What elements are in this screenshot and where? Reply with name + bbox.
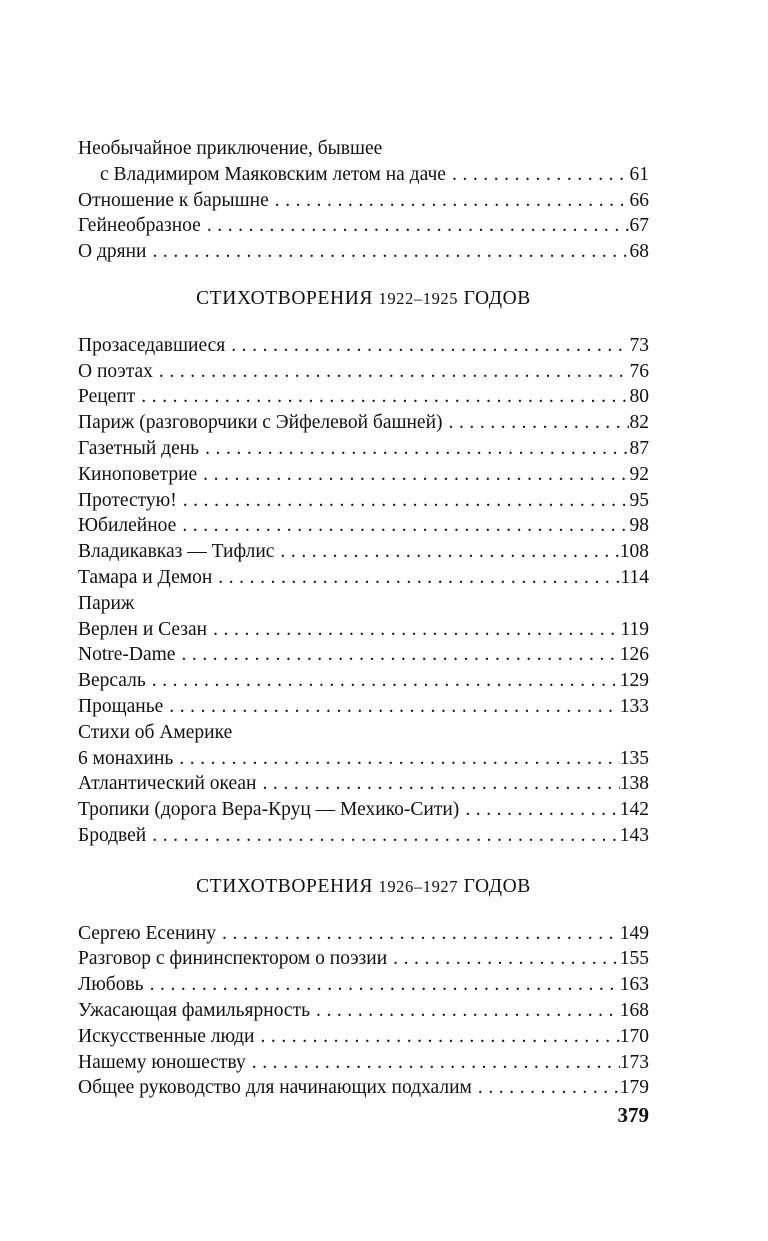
- toc-entry[interactable]: [78, 384, 649, 410]
- toc-entry-title: Париж (разговорчики с Эйфелевой башней): [78, 412, 443, 434]
- toc-entry-page: 68: [629, 241, 649, 263]
- toc-entry[interactable]: [78, 436, 649, 462]
- toc-entry-page: 67: [629, 215, 649, 237]
- section-heading: [78, 874, 649, 900]
- toc-entry-page: 135: [619, 747, 649, 769]
- dot-leader: [175, 642, 619, 668]
- toc-entry-title: Отношение к барышне: [78, 189, 269, 211]
- dot-leader: [472, 1075, 620, 1101]
- toc-entry[interactable]: [78, 642, 649, 668]
- toc-entry-page: 95: [629, 489, 649, 511]
- toc-entry-page: 126: [619, 644, 649, 666]
- toc-entry[interactable]: [78, 1050, 649, 1076]
- toc-entry-page: 173: [619, 1051, 649, 1073]
- toc-entry-page: 133: [619, 695, 649, 717]
- toc-entry-title: Разговор с фининспектором о поэзии: [78, 948, 388, 970]
- toc-entry-title: Прощанье: [78, 695, 164, 717]
- section-heading-label: СТИХОТВОРЕНИЯ: [196, 287, 373, 309]
- toc-entry[interactable]: [78, 998, 649, 1024]
- toc-entry-title: Рецепт: [78, 386, 136, 408]
- table-of-contents: [78, 136, 649, 1101]
- toc-entry-page: 61: [629, 163, 649, 185]
- toc-entry-title: Гейнеобразное: [78, 215, 201, 237]
- toc-entry-title: Юбилейное: [78, 515, 177, 537]
- toc-entry-title: Верлен и Сезан: [78, 618, 208, 640]
- dot-leader: [212, 565, 620, 591]
- section-heading-years: 1922–1925: [378, 288, 459, 308]
- dot-leader: [146, 823, 620, 849]
- section-heading-label: ГОДОВ: [463, 287, 531, 309]
- toc-entry[interactable]: [78, 239, 649, 265]
- toc-entry-title: Тамара и Демон: [78, 566, 213, 588]
- toc-entry-title: Тропики (дорога Вера-Круц — Мехико-Сити): [78, 799, 460, 821]
- toc-entry[interactable]: [78, 823, 649, 849]
- toc-entry-title: Владикавказ — Тифлис: [78, 541, 275, 563]
- dot-leader: [225, 333, 629, 359]
- dot-leader: [153, 359, 629, 385]
- toc-entry-page: 82: [629, 412, 649, 434]
- dot-leader: [387, 946, 620, 972]
- toc-entry-page: 142: [619, 799, 649, 821]
- toc-entry-title: Бродвей: [78, 824, 147, 846]
- toc-entry[interactable]: [78, 921, 649, 947]
- toc-entry-title: Notre-Dame: [78, 644, 176, 666]
- toc-entry[interactable]: [78, 1024, 649, 1050]
- toc-entry-title: Версаль: [78, 670, 146, 692]
- dot-leader: [144, 972, 620, 998]
- toc-entry-title: Прозаседавшиеся: [78, 334, 226, 356]
- section-heading-label: СТИХОТВОРЕНИЯ: [196, 875, 373, 897]
- dot-leader: [146, 239, 629, 265]
- toc-entry-page: 92: [629, 463, 649, 485]
- toc-entry-title: Киноповетрие: [78, 463, 198, 485]
- dot-leader: [446, 162, 629, 188]
- toc-entry[interactable]: [78, 565, 649, 591]
- toc-entry-title: Общее руководство для начинающих подхалим: [78, 1077, 472, 1099]
- dot-leader: [135, 384, 629, 410]
- toc-entry-page: 138: [619, 773, 649, 795]
- toc-entry[interactable]: [78, 946, 649, 972]
- toc-entry-page: 80: [629, 386, 649, 408]
- toc-entry-page: 76: [629, 360, 649, 382]
- toc-entry[interactable]: [78, 359, 649, 385]
- dot-leader: [269, 188, 629, 214]
- dot-leader: [459, 797, 619, 823]
- toc-entry-title: с Владимиром Маяковским летом на даче: [100, 163, 446, 185]
- toc-entry-page: 73: [629, 334, 649, 356]
- toc-entry-title: Любовь: [78, 974, 144, 996]
- dot-leader: [207, 617, 620, 643]
- toc-entry-title: Искусственные люди: [78, 1025, 255, 1047]
- toc-entry-page: 108: [619, 541, 649, 563]
- toc-entry-title: Атлантический океан: [78, 773, 257, 795]
- toc-entry-title: Необычайное приключение, бывшее: [78, 138, 383, 159]
- dot-leader: [443, 410, 629, 436]
- dot-leader: [176, 513, 629, 539]
- page-number: 379: [617, 1103, 649, 1127]
- dot-leader: [163, 694, 620, 720]
- dot-leader: [254, 1024, 619, 1050]
- toc-group-title: [78, 720, 649, 746]
- dot-leader: [310, 998, 620, 1024]
- toc-entry[interactable]: [78, 513, 649, 539]
- toc-entry-page: 170: [619, 1025, 649, 1047]
- dot-leader: [173, 746, 619, 772]
- section-heading-label: ГОДОВ: [463, 875, 531, 897]
- toc-group-title: [78, 591, 649, 617]
- toc-entry-page: 163: [619, 974, 649, 996]
- toc-entry[interactable]: [78, 213, 649, 239]
- toc-entry-title: Сергею Есенину: [78, 922, 217, 944]
- toc-entry[interactable]: [78, 462, 649, 488]
- toc-entry-page: 87: [629, 437, 649, 459]
- dot-leader: [216, 921, 620, 947]
- toc-entry[interactable]: [78, 188, 649, 214]
- toc-entry-page: 66: [629, 189, 649, 211]
- section-heading: [78, 286, 649, 312]
- toc-entry[interactable]: [78, 488, 649, 514]
- toc-entry[interactable]: [78, 539, 649, 565]
- toc-entry-page: 98: [629, 515, 649, 537]
- toc-entry-title: Ужасающая фамильярность: [78, 999, 311, 1021]
- dot-leader: [146, 668, 620, 694]
- toc-entry-page: 155: [619, 948, 649, 970]
- toc-entry-title: О дряни: [78, 241, 147, 263]
- toc-entry-title: Газетный день: [78, 437, 200, 459]
- toc-entry[interactable]: [78, 410, 649, 436]
- dot-leader: [199, 436, 629, 462]
- toc-entry[interactable]: [78, 746, 649, 772]
- toc-group-label: Стихи об Америке: [78, 721, 233, 743]
- toc-entry-title: Протестую!: [78, 489, 177, 511]
- dot-leader: [177, 488, 629, 514]
- toc-entry[interactable]: [78, 162, 649, 188]
- toc-entry-title: О поэтах: [78, 360, 153, 382]
- dot-leader: [274, 539, 619, 565]
- toc-entry[interactable]: [78, 694, 649, 720]
- toc-group-label: Париж: [78, 592, 135, 614]
- toc-entry-page: 179: [619, 1077, 649, 1099]
- toc-entry[interactable]: [78, 1075, 649, 1101]
- toc-entry-page: 129: [619, 670, 649, 692]
- toc-entry-page: 149: [619, 922, 649, 944]
- toc-entry-page: 114: [620, 566, 649, 588]
- toc-entry-page: 168: [619, 999, 649, 1021]
- toc-entry[interactable]: [78, 972, 649, 998]
- toc-entry-page: 143: [619, 824, 649, 846]
- section-heading-years: 1926–1927: [378, 876, 459, 896]
- dot-leader: [201, 213, 629, 239]
- toc-entry[interactable]: [78, 797, 649, 823]
- toc-entry-page: 119: [620, 618, 649, 640]
- toc-entry-title: 6 монахинь: [78, 747, 174, 769]
- toc-entry[interactable]: [78, 333, 649, 359]
- toc-entry-title: Нашему юношеству: [78, 1051, 246, 1073]
- dot-leader: [256, 771, 619, 797]
- dot-leader: [197, 462, 629, 488]
- dot-leader: [246, 1050, 620, 1076]
- toc-entry[interactable]: [78, 617, 649, 643]
- toc-entry[interactable]: [78, 668, 649, 694]
- toc-entry-multiline-first-line: [78, 136, 649, 162]
- toc-entry[interactable]: [78, 771, 649, 797]
